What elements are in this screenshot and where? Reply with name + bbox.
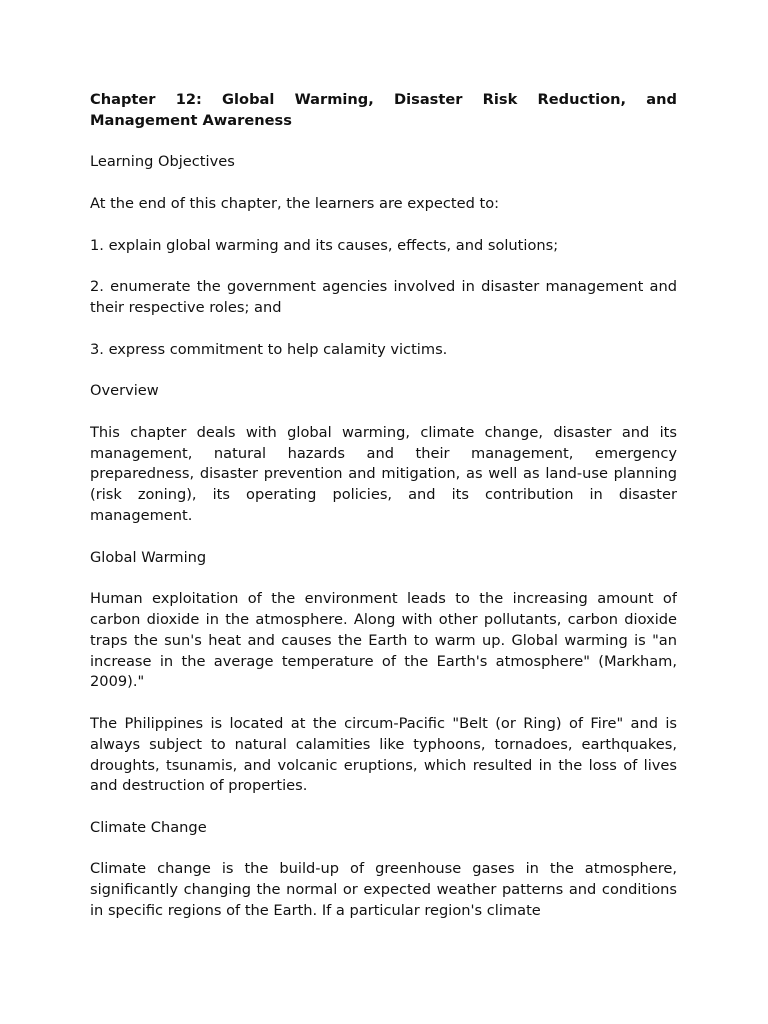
global-warming-heading: Global Warming bbox=[90, 548, 207, 566]
climate-change-paragraph: Climate change is the build-up of greenhouse gases in the atmosphere, significantly changing the normal or expected weather patterns and conditions in specific regions of the Earth. If a particular region's climate bbox=[90, 860, 677, 920]
global-warming-paragraph-1: Human exploitation of the environment leads to the increasing amount of carbon dioxide in the atmosphere. Along with other pollutants, carbon dioxide traps the sun's heat and causes the Earth to warm up. Global warming is "an increase in the average temperature of the Earth's atmosphere" (Markham, 2009)." bbox=[90, 590, 677, 691]
objective-item: 2. enumerate the government agencies involved in disaster management and their respective roles; and bbox=[90, 278, 677, 316]
climate-change-heading: Climate Change bbox=[90, 818, 207, 836]
overview-paragraph: This chapter deals with global warming, climate change, disaster and its management, natural hazards and their management, emergency preparedness, disaster prevention and mitigation, as well as land-use planning (risk zoning), its operating policies, and its contribution in disaster management. bbox=[90, 423, 677, 524]
global-warming-paragraph-2: The Philippines is located at the circum-Pacific "Belt (or Ring) of Fire" and is always subject to natural calamities like typhoons, tornadoes, earthquakes, droughts, tsunamis, and volcanic eruptions, which resulted in the loss of lives and destruction of properties. bbox=[90, 714, 677, 795]
objective-item: 3. express commitment to help calamity victims. bbox=[90, 340, 448, 358]
chapter-title: Chapter 12: Global Warming, Disaster Risk Reduction, and Management Awareness bbox=[90, 91, 677, 129]
objectives-intro: At the end of this chapter, the learners are expected to: bbox=[90, 194, 500, 212]
overview-heading: Overview bbox=[90, 382, 159, 400]
objective-item: 1. explain global warming and its causes, effects, and solutions; bbox=[90, 236, 559, 254]
document-page bbox=[90, 90, 677, 924]
learning-objectives-heading: Learning Objectives bbox=[90, 153, 235, 171]
